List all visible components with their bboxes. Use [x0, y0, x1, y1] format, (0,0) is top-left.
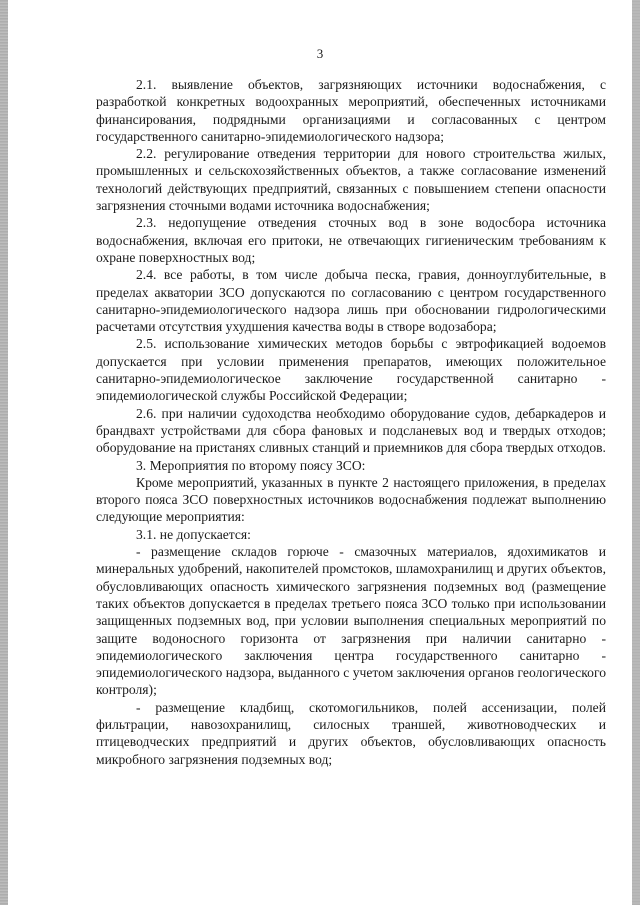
paragraph-2-6: 2.6. при наличии судоходства необходимо оборудование судов, дебаркадеров и брандвахт устройствами для сбора фановых и подсланевых вод и твердых отходов; оборудование на пристанях сливных станций и приемников для сбора твердых отходов. [96, 405, 606, 456]
paragraph-3-1: 3.1. не допускается: [136, 526, 251, 542]
section-3-heading: 3. Мероприятия по второму поясу ЗСО: [136, 457, 366, 473]
paragraph-2-1: 2.1. выявление объектов, загрязняющих источники водоснабжения, с разработкой конкретных водоохранных мероприятий, обеспеченных источниками финансирования, подрядными организациями и согласованных с центром государственного санитарно-эпидемиологического надзора; [96, 77, 606, 144]
paragraph-2-3: 2.3. недопущение отведения сточных вод в зоне водосбора источника водоснабжения, включая его притоки, не отвечающих гигиеническим требованиям к охране поверхностных вод; [96, 215, 606, 265]
page-number: 3 [316, 46, 324, 61]
list-item-storage: - размещение складов горюче - смазочных материалов, ядохимикатов и минеральных удобрений, накопителей промстоков, шламохранилищ и других объектов, обусловливающих опасность химического загрязнения подземных вод (размещение таких объектов допускается в пределах третьего пояса ЗСО только при использовании защищенных подземных вод, при условии выполнения специальных мероприятий по защите водоносного горизонта от загрязнения при наличии санитарно - эпидемиологического заключения центра государственного санитарно - эпидемиологического надзора, выданного с учетом заключения органов геологического контроля); [96, 544, 606, 698]
scan-edge-right [632, 0, 640, 905]
paragraph-2-4: 2.4. все работы, в том числе добыча песка, гравия, донноуглубительные, в пределах акватории ЗСО допускаются по согласованию с центром государственного санитарно-эпидемиологического надзора лишь при обосновании гидрологическими расчетами отсутствия ухудшения качества воды в створе водозабора; [96, 267, 606, 335]
paragraph-2-2: 2.2. регулирование отведения территории для нового строительства жилых, промышленных и сельскохозяйственных объектов, а также согласование изменений технологий действующих предприятий, связанных с повышением степени опасности загрязнения сточными водами источника водоснабжения; [96, 146, 606, 214]
scan-edge-left [0, 0, 8, 905]
paragraph-2-5: 2.5. использование химических методов борьбы с эвтрофикацией водоемов допускается при условии применения препаратов, имеющих положительное санитарно-эпидемиологическое заключение государственной санитарно - эпидемиологической службы Российской Федерации; [96, 336, 606, 404]
list-item-cemeteries: - размещение кладбищ, скотомогильников, полей ассенизации, полей фильтрации, навозохранилищ, силосных траншей, животноводческих и птицеводческих предприятий и других объектов, обусловливающих опасность микробного загрязнения подземных вод; [96, 699, 606, 767]
section-3-intro: Кроме мероприятий, указанных в пункте 2 настоящего приложения, в пределах второго пояса ЗСО поверхностных источников водоснабжения подлежат выполнению следующие мероприятия: [96, 474, 606, 525]
document-body [96, 76, 606, 768]
